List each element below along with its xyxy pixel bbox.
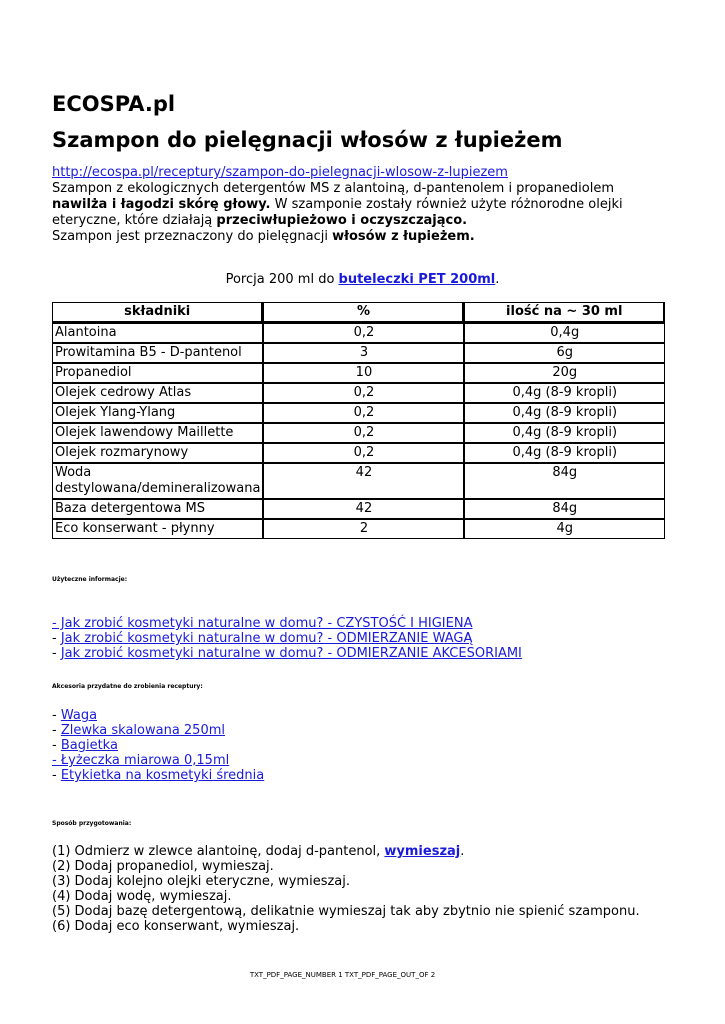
cell-amount: 84g bbox=[464, 499, 665, 519]
header-ingredients: składniki bbox=[52, 302, 263, 323]
table-row bbox=[52, 499, 665, 519]
intro-text-3: Szampon jest przeznaczony do pielęgnacji bbox=[52, 229, 333, 244]
portion-suffix: . bbox=[495, 272, 500, 287]
accessory-link-beaker[interactable]: Zlewka skalowana 250ml bbox=[60, 723, 226, 738]
portion-text: Porcja 200 ml do bbox=[225, 272, 339, 287]
cell-amount: 4g bbox=[464, 519, 665, 539]
step-1-suffix: . bbox=[460, 844, 465, 859]
cell-percent: 42 bbox=[263, 499, 464, 519]
recipe-url-link[interactable]: http://ecospa.pl/receptury/szampon-do-pielegnacji-wlosow-z-lupiezem bbox=[52, 165, 508, 180]
ingredients-table bbox=[52, 302, 665, 539]
cell-ingredient: Propanediol bbox=[52, 363, 263, 383]
useful-link-accessories[interactable]: Jak zrobić kosmetyki naturalne w domu? - ODMIERZANIE AKCESORIAMI bbox=[60, 646, 522, 661]
cell-percent: 0,2 bbox=[263, 403, 464, 423]
intro-text: Szampon z ekologicznych detergentów MS z alantoiną, d-pantenolem i propanediolem bbox=[52, 181, 614, 196]
page-footer: TXT_PDF_PAGE_NUMBER 1 TXT_PDF_PAGE_OUT_OF 2 bbox=[249, 971, 436, 979]
bottle-link[interactable]: buteleczki PET 200ml bbox=[338, 272, 496, 287]
cell-percent: 0,2 bbox=[263, 323, 464, 343]
accessories-list: - Waga - Zlewka skalowana 250ml - Bagietka - Łyżeczka miarowa 0,15ml - Etykietka na kosmetyki średnia bbox=[52, 708, 265, 783]
step-5: (5) Dodaj bazę detergentową, delikatnie wymieszaj tak aby zbytnio nie spienić szamponu. bbox=[52, 904, 640, 919]
preparation-steps bbox=[52, 844, 640, 934]
cell-ingredient: Olejek lawendowy Maillette bbox=[52, 423, 263, 443]
useful-links-list: - Jak zrobić kosmetyki naturalne w domu? - CZYSTOŚĆ I HIGIENA - Jak zrobić kosmetyki naturalne w domu? - ODMIERZANIE WAGĄ - Jak zrobić kosmetyki naturalne w domu? - ODMIERZANIE AKCESORIAMI bbox=[52, 616, 522, 661]
header-percent: % bbox=[263, 302, 464, 323]
step-1-text: (1) Odmierz w zlewce alantoinę, dodaj d-pantenol, bbox=[52, 844, 385, 859]
table-row bbox=[52, 363, 665, 383]
cell-percent: 2 bbox=[263, 519, 464, 539]
accessory-link-stirring-rod[interactable]: Bagietka bbox=[60, 738, 118, 753]
cell-ingredient: Woda destylowana/demineralizowana bbox=[52, 463, 263, 499]
cell-amount: 0,4g (8-9 kropli) bbox=[464, 403, 665, 423]
accessory-link-spoon[interactable]: - Łyżeczka miarowa 0,15ml bbox=[52, 753, 230, 768]
cell-ingredient: Olejek cedrowy Atlas bbox=[52, 383, 263, 403]
accessory-link-label[interactable]: Etykietka na kosmetyki średnia bbox=[60, 768, 265, 783]
intro-text-2: W szamponie zostały również użyte różnorodne olejki eteryczne, które działają bbox=[52, 197, 623, 228]
cell-percent: 3 bbox=[263, 343, 464, 363]
table-row bbox=[52, 343, 665, 363]
useful-link-weighing[interactable]: Jak zrobić kosmetyki naturalne w domu? - ODMIERZANIE WAGĄ bbox=[60, 631, 473, 646]
cell-amount: 0,4g (8-9 kropli) bbox=[464, 383, 665, 403]
intro-bold-3: włosów z łupieżem. bbox=[332, 229, 475, 244]
table-row bbox=[52, 383, 665, 403]
table-row bbox=[52, 323, 665, 343]
accessories-heading: Akcesoria przydatne do zrobienia receptury: bbox=[52, 683, 203, 690]
portion-line bbox=[0, 272, 725, 287]
preparation-heading: Sposób przygotowania: bbox=[52, 820, 132, 827]
cell-amount: 0,4g (8-9 kropli) bbox=[464, 423, 665, 443]
cell-percent: 0,2 bbox=[263, 423, 464, 443]
cell-amount: 0,4g bbox=[464, 323, 665, 343]
mix-link[interactable]: wymieszaj bbox=[384, 844, 461, 859]
cell-percent: 0,2 bbox=[263, 383, 464, 403]
cell-percent: 42 bbox=[263, 463, 464, 499]
cell-percent: 0,2 bbox=[263, 443, 464, 463]
cell-ingredient: Prowitamina B5 - D-pantenol bbox=[52, 343, 263, 363]
step-4: (4) Dodaj wodę, wymieszaj. bbox=[52, 889, 232, 904]
intro-section bbox=[52, 165, 662, 245]
cell-ingredient: Olejek rozmarynowy bbox=[52, 443, 263, 463]
table-row bbox=[52, 403, 665, 423]
cell-ingredient: Baza detergentowa MS bbox=[52, 499, 263, 519]
table-row bbox=[52, 443, 665, 463]
cell-ingredient: Eco konserwant - płynny bbox=[52, 519, 263, 539]
cell-ingredient: Alantoina bbox=[52, 323, 263, 343]
table-row bbox=[52, 463, 665, 499]
cell-amount: 6g bbox=[464, 343, 665, 363]
intro-bold-2: przeciwłupieżowo i oczyszczająco. bbox=[216, 213, 468, 228]
accessory-link-scale[interactable]: Waga bbox=[60, 708, 98, 723]
cell-ingredient: Olejek Ylang-Ylang bbox=[52, 403, 263, 423]
cell-amount: 0,4g (8-9 kropli) bbox=[464, 443, 665, 463]
table-row bbox=[52, 423, 665, 443]
page-title: Szampon do pielęgnacji włosów z łupieżem bbox=[52, 128, 563, 152]
intro-bold-1: nawilża i łagodzi skórę głowy. bbox=[52, 197, 271, 212]
table-header-row bbox=[52, 302, 665, 323]
step-3: (3) Dodaj kolejno olejki eteryczne, wymieszaj. bbox=[52, 874, 350, 889]
step-6: (6) Dodaj eco konserwant, wymieszaj. bbox=[52, 919, 300, 934]
table-row bbox=[52, 519, 665, 539]
cell-amount: 20g bbox=[464, 363, 665, 383]
step-2: (2) Dodaj propanediol, wymieszaj. bbox=[52, 859, 274, 874]
header-amount: ilość na ~ 30 ml bbox=[464, 302, 665, 323]
cell-amount: 84g bbox=[464, 463, 665, 499]
cell-percent: 10 bbox=[263, 363, 464, 383]
useful-info-heading: Użyteczne informacje: bbox=[52, 576, 128, 583]
site-name: ECOSPA.pl bbox=[52, 92, 176, 116]
useful-link-hygiene[interactable]: - Jak zrobić kosmetyki naturalne w domu? - CZYSTOŚĆ I HIGIENA bbox=[52, 616, 473, 631]
